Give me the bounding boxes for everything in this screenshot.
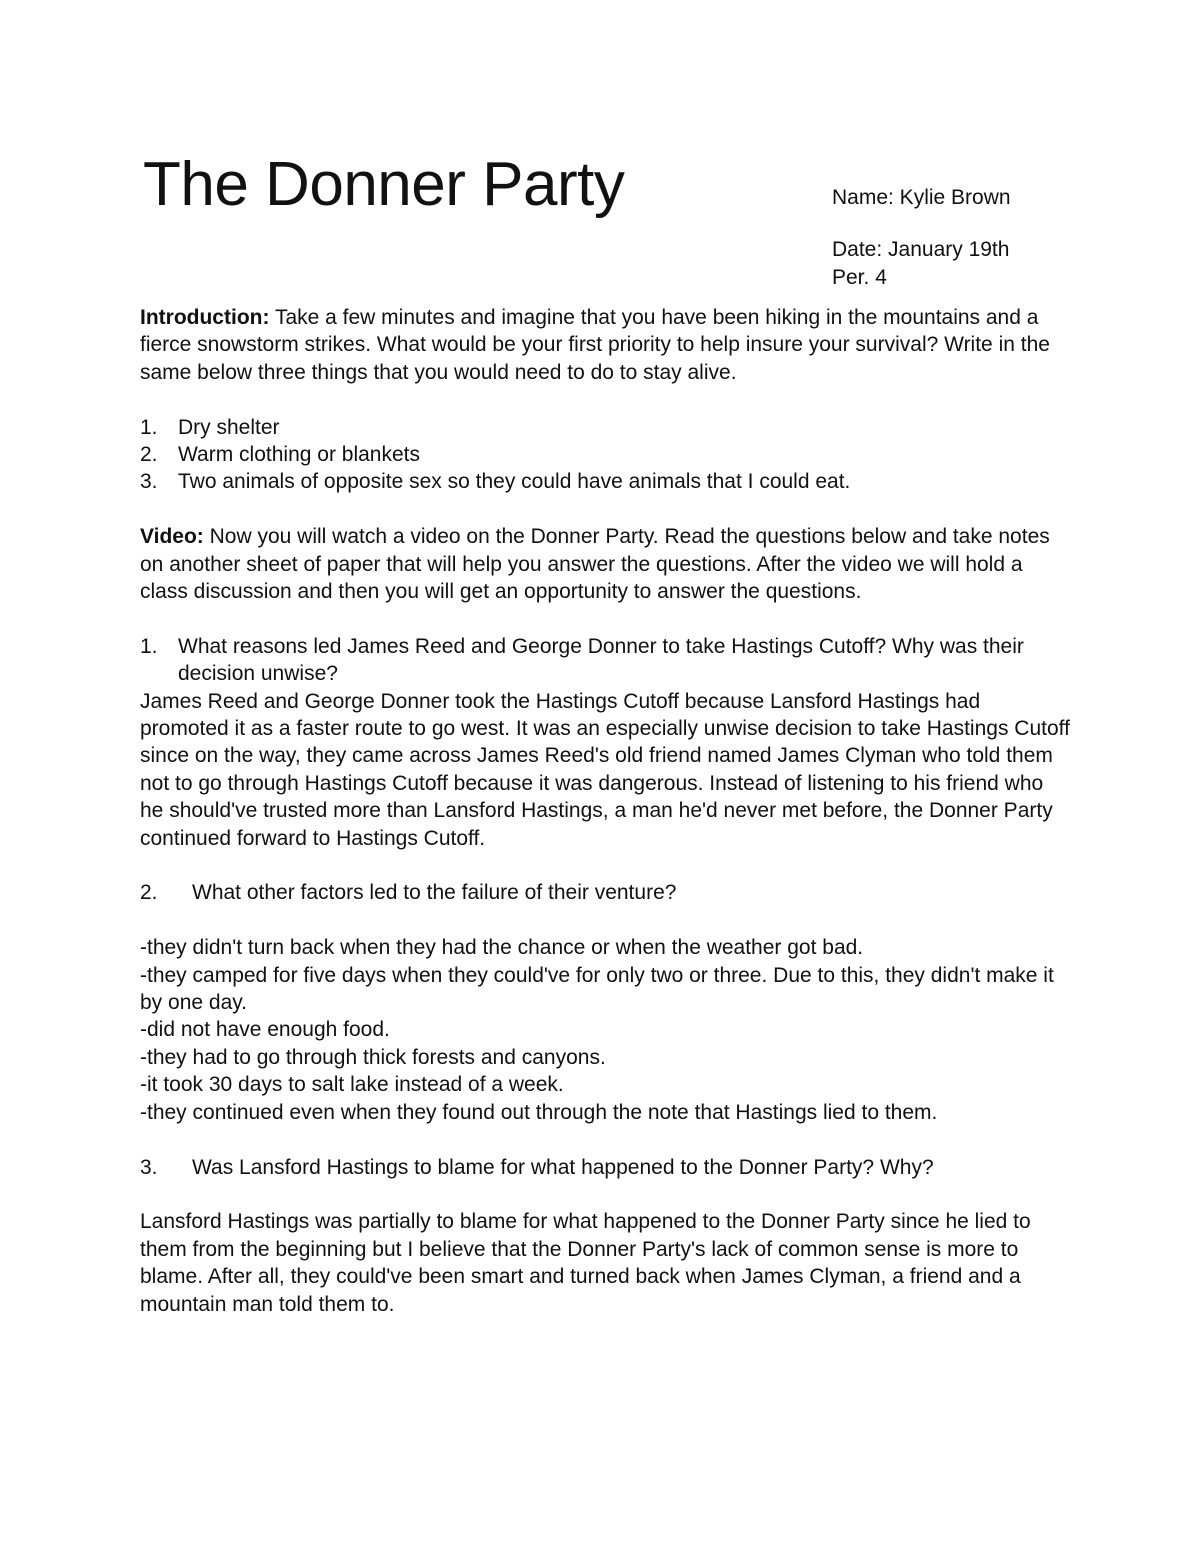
page-title: The Donner Party: [143, 150, 625, 219]
question-text: Was Lansford Hastings to blame for what happened to the Donner Party? Why?: [192, 1155, 934, 1179]
question-number: 2.: [140, 881, 158, 905]
question-3: [140, 1154, 1070, 1181]
date-field: Date: January 19th: [832, 238, 1010, 261]
video-paragraph: [140, 523, 1070, 605]
list-item-text: Dry shelter: [178, 415, 280, 439]
list-item: [140, 468, 1070, 495]
answer-2-line: -they continued even when they found out through the note that Hastings lied to them.: [140, 1100, 938, 1124]
video-label: Video:: [140, 525, 204, 549]
answer-3: Lansford Hastings was partially to blame for what happened to the Donner Party since he lied to them from the beginning but I believe that the Donner Party's lack of common sense is more to blame. After all, they could've been smart and turned back when James Clyman, a friend and a mountain man told them to.: [140, 1210, 1031, 1316]
question-1: [140, 633, 1070, 688]
student-name: Name: Kylie Brown: [832, 186, 1011, 209]
spacer: [140, 1181, 1070, 1208]
question-text: What other factors led to the failure of their venture?: [192, 881, 677, 905]
question-2: [140, 879, 1070, 906]
spacer: [140, 605, 1070, 632]
spacer: [140, 852, 1070, 879]
video-text: Now you will watch a video on the Donner Party. Read the questions below and take notes on another sheet of paper that will help you answer the questions. After the video we will hold a class discussion and then you will get an opportunity to answer the questions.: [140, 525, 1050, 604]
list-item-text: Two animals of opposite sex so they could have animals that I could eat.: [178, 470, 851, 494]
period-field: Per. 4: [832, 266, 887, 289]
meta-gap: [832, 212, 1011, 236]
introduction-label: Introduction:: [140, 306, 270, 329]
document-body: [140, 304, 1070, 1318]
answer-1: James Reed and George Donner took the Hastings Cutoff because Lansford Hastings had promoted it as a faster route to go west. It was an especially unwise decision to take Hastings Cutoff since on the way, they came across James Reed's old friend named James Clyman who told them not to go through Hastings Cutoff because it was dangerous. Instead of listening to his friend who he should've trusted more than Lansford Hastings, a man he'd never met before, the Donner Party continued forward to Hastings Cutoff.: [140, 689, 1070, 850]
question-number: 3.: [140, 1155, 158, 1179]
list-item-text: Warm clothing or blankets: [178, 443, 420, 467]
answer-2-line: -it took 30 days to salt lake instead of a week.: [140, 1073, 564, 1097]
spacer: [140, 907, 1070, 934]
question-number: 1.: [140, 634, 158, 658]
answer-2-line: -they had to go through thick forests and canyons.: [140, 1045, 606, 1069]
list-number: 3.: [140, 470, 158, 494]
list-item: [140, 414, 1070, 441]
answer-2-line: -they camped for five days when they could've for only two or three. Due to this, they didn't make it by one day.: [140, 963, 1054, 1015]
spacer: [140, 386, 1070, 413]
answer-2-line: -did not have enough food.: [140, 1018, 390, 1042]
student-info: [832, 184, 1011, 292]
spacer: [140, 496, 1070, 523]
survival-list: [140, 414, 1070, 496]
question-text: What reasons led James Reed and George Donner to take Hastings Cutoff? Why was their decision unwise?: [178, 634, 1024, 686]
list-item: [140, 441, 1070, 468]
answer-2-line: -they didn't turn back when they had the chance or when the weather got bad.: [140, 936, 864, 960]
list-number: 1.: [140, 415, 158, 439]
list-number: 2.: [140, 443, 158, 467]
introduction-paragraph: [140, 304, 1070, 386]
introduction-text: Take a few minutes and imagine that you have been hiking in the mountains and a fierce snowstorm strikes. What would be your first priority to help insure your survival? Write in the same below three things that you would need to do to stay alive.: [140, 306, 1050, 384]
spacer: [140, 1126, 1070, 1153]
